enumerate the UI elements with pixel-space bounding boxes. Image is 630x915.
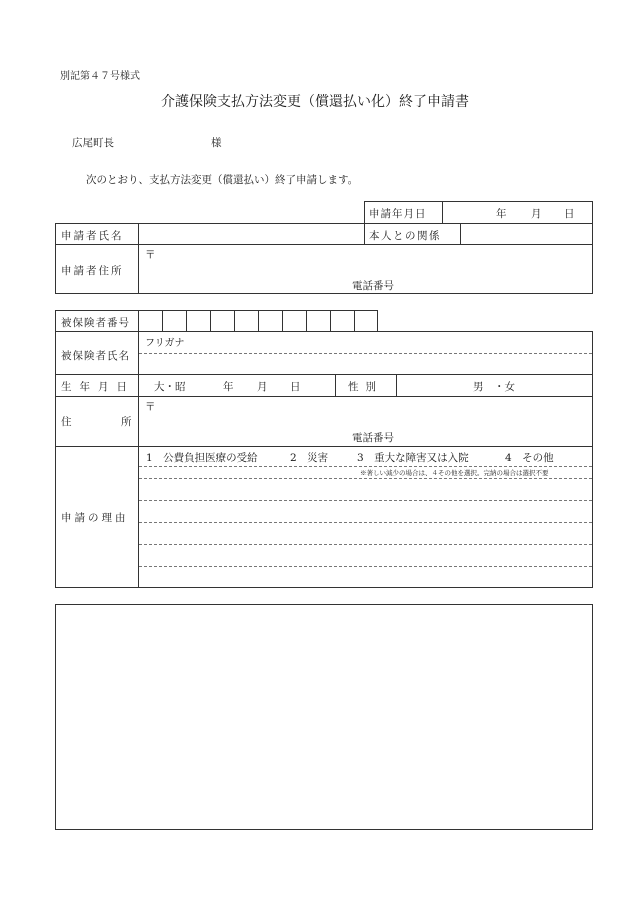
reason-option-4[interactable]: 4 その他: [505, 452, 554, 464]
applicant-postal-mark: 〒: [145, 249, 156, 261]
insured-number-digit[interactable]: [283, 311, 305, 331]
birth-date-label: 生年月日: [61, 381, 135, 393]
insured-number-digit[interactable]: [211, 311, 233, 331]
birth-day: 日: [290, 381, 301, 393]
insured-number-digit[interactable]: [163, 311, 185, 331]
insured-postal-mark: 〒: [145, 401, 156, 413]
birth-year: 年: [223, 381, 234, 393]
insured-number-digit[interactable]: [307, 311, 329, 331]
insured-address-label-2: 所: [121, 416, 134, 428]
applicant-relation-field[interactable]: [461, 224, 592, 243]
honorific: 様: [211, 137, 222, 149]
reason-label: 申請の理由: [61, 512, 129, 524]
applicant-name-label: 申請者氏名: [61, 230, 124, 242]
insured-number-digit[interactable]: [259, 311, 281, 331]
birth-month: 月: [257, 381, 268, 393]
reason-option-1[interactable]: 1 公費負担医療の受給: [146, 452, 258, 464]
office-use-box: [55, 604, 593, 830]
reason-option-2[interactable]: 2 災害: [290, 452, 329, 464]
sex-options[interactable]: 男 ・女: [473, 381, 515, 393]
applicant-relation-label: 本人との関係: [369, 230, 441, 242]
insured-number-digit[interactable]: [355, 311, 377, 331]
reason-note: ※著しい減少の場合は、４その他を選択。完納の場合は選択不要: [360, 469, 549, 477]
reason-option-3[interactable]: 3 重大な障害又は入院: [357, 452, 469, 464]
application-date-label: 申請年月日: [369, 208, 427, 220]
applicant-address-field[interactable]: [139, 245, 592, 275]
applicant-address-label: 申請者住所: [61, 265, 124, 277]
insured-number-digit[interactable]: [331, 311, 353, 331]
applicant-phone-label: 電話番号: [352, 280, 394, 292]
application-date-day: 日: [564, 208, 575, 220]
intro-text: 次のとおり、支払方法変更（償還払い）終了申請します。: [86, 174, 359, 186]
addressee: 広尾町長: [72, 137, 114, 149]
insured-number-digit[interactable]: [187, 311, 209, 331]
birth-era[interactable]: 大・昭: [154, 381, 186, 393]
page-title: 介護保険支払方法変更（償還払い化）終了申請書: [161, 94, 469, 110]
insured-name-label: 被保険者氏名: [61, 350, 130, 362]
insured-number-label: 被保険者番号: [61, 317, 130, 329]
form-number: 別記第４７号様式: [60, 71, 140, 82]
sex-label: 性別: [348, 381, 383, 393]
insured-number-digit[interactable]: [139, 311, 161, 331]
application-date-year: 年: [496, 208, 507, 220]
insured-name-field[interactable]: [139, 355, 592, 373]
applicant-name-field[interactable]: [139, 224, 363, 243]
insured-number-digit[interactable]: [235, 311, 257, 331]
insured-phone-label: 電話番号: [352, 432, 394, 444]
application-date-month: 月: [531, 208, 542, 220]
reason-text-area[interactable]: [139, 479, 592, 587]
furigana-label: フリガナ: [145, 338, 185, 349]
insured-address-label-1: 住: [61, 416, 74, 428]
insured-address-field[interactable]: [139, 397, 592, 427]
